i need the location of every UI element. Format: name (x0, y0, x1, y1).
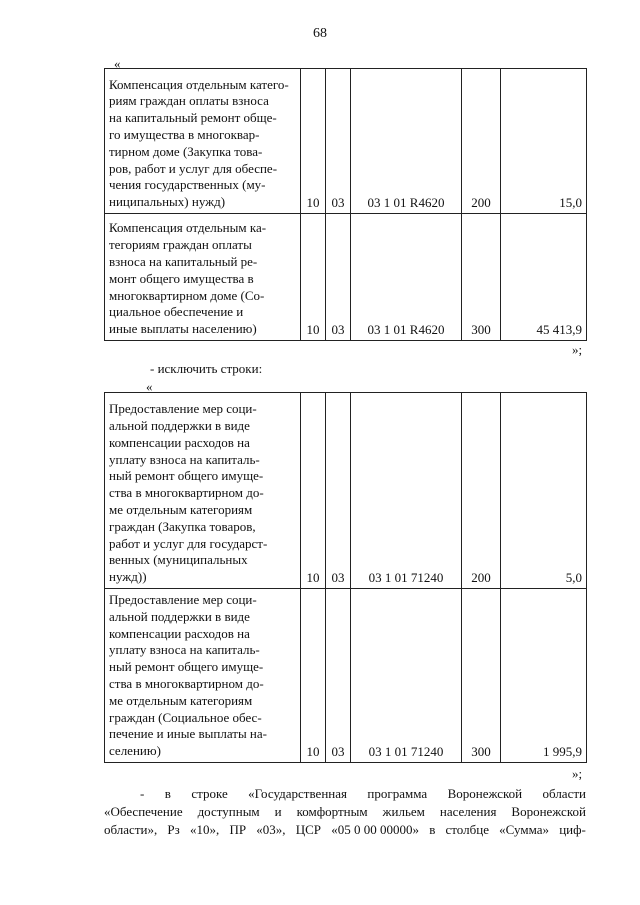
subsection-code: 03 (326, 589, 351, 763)
section-code: 10 (301, 69, 326, 214)
name-line: уплату взноса на капиталь- (109, 642, 260, 658)
name-line: ный ремонт общего имуще- (109, 468, 264, 484)
word: области (542, 786, 586, 801)
open-quote: « (114, 56, 121, 71)
name-line: альной поддержки в виде (109, 608, 250, 624)
expense-type-code: 200 (462, 393, 501, 589)
name-line: многоквартирном доме (Со- (109, 287, 265, 303)
target-article-code: 03 1 01 R4620 (351, 214, 462, 341)
name-line: уплату взноса на капиталь- (109, 451, 260, 467)
paragraph-line (104, 821, 586, 839)
name-line: нужд)) (109, 569, 147, 585)
name-line: работ и услуг для государст- (109, 535, 268, 551)
name-line: ства в многоквартирном до- (109, 676, 264, 692)
word: «Обеспечение (104, 804, 183, 819)
name-line: Предоставление мер соци- (109, 592, 257, 608)
name-line: Компенсация отдельным ка- (109, 220, 267, 236)
name-line: граждан (Закупка товаров, (109, 518, 256, 534)
word: ЦСР (295, 822, 322, 837)
name-line: ный ремонт общего имуще- (109, 659, 264, 675)
amount: 5,0 (501, 393, 587, 589)
word: Рз (167, 822, 180, 837)
amount: 15,0 (501, 69, 587, 214)
word: «03», (256, 822, 286, 837)
section-code: 10 (301, 214, 326, 341)
amount: 1 995,9 (501, 589, 587, 763)
table-row (105, 589, 587, 763)
expense-type-code: 300 (462, 214, 501, 341)
budget-table-replacement (104, 68, 587, 341)
name-line: граждан (Социальное обес- (109, 709, 262, 725)
word: ПР (229, 822, 247, 837)
word: жильем (382, 804, 425, 819)
word: столбце (445, 822, 489, 837)
expense-item-name (105, 214, 301, 341)
word: «Государственная (248, 786, 347, 801)
budget-table-excluded (104, 392, 587, 763)
name-line: иные выплаты населению) (109, 321, 257, 337)
amendment-paragraph (104, 785, 586, 839)
word: области», (104, 822, 158, 837)
word: «Сумма» (499, 822, 549, 837)
expense-item-name (105, 393, 301, 589)
close-quote: »; (572, 342, 583, 357)
section-code: 10 (301, 589, 326, 763)
name-line: печение и иные выплаты на- (109, 726, 267, 742)
target-article-code: 03 1 01 71240 (351, 589, 462, 763)
word: циф- (559, 822, 586, 837)
subsection-code: 03 (326, 69, 351, 214)
target-article-code: 03 1 01 R4620 (351, 69, 462, 214)
name-line: риям граждан оплаты взноса (109, 93, 269, 109)
subsection-code: 03 (326, 214, 351, 341)
name-line: ме отдельным категориям (109, 502, 253, 518)
name-line: на капитальный ремонт обще- (109, 110, 277, 126)
word: «10», (190, 822, 220, 837)
name-line: альной поддержки в виде (109, 418, 250, 434)
word: «05 0 00 00000» (331, 822, 419, 837)
name-line: взноса на капитальный ре- (109, 254, 258, 270)
table-row (105, 393, 587, 589)
close-quote: »; (572, 766, 583, 781)
word: строке (191, 786, 228, 801)
word: доступным (197, 804, 260, 819)
name-line: Предоставление мер соци- (109, 401, 257, 417)
target-article-code: 03 1 01 71240 (351, 393, 462, 589)
expense-item-name (105, 589, 301, 763)
amount: 45 413,9 (501, 214, 587, 341)
name-line: ства в многоквартирном до- (109, 485, 264, 501)
exclude-rows-instruction: - исключить строки: (150, 361, 263, 376)
section-code: 10 (301, 393, 326, 589)
name-line: циальное обеспечение и (109, 304, 244, 320)
name-line: монт общего имущества в (109, 270, 254, 286)
word: программа (367, 786, 428, 801)
table-row (105, 214, 587, 341)
page-number: 68 (313, 26, 327, 41)
name-line: Компенсация отдельным катего- (109, 76, 289, 92)
word: комфортным (296, 804, 368, 819)
name-line: компенсации расходов на (109, 625, 250, 641)
name-line: венных (муниципальных (109, 552, 248, 568)
name-line: ме отдельным категориям (109, 692, 253, 708)
paragraph-line (104, 803, 586, 821)
word: - (140, 786, 145, 801)
paragraph-line (104, 785, 586, 803)
word: Воронежской (511, 804, 586, 819)
name-line: селению) (109, 743, 161, 759)
word: населения (439, 804, 497, 819)
name-line: го имущества в многоквар- (109, 127, 260, 143)
subsection-code: 03 (326, 393, 351, 589)
word: в (164, 786, 171, 801)
name-line: компенсации расходов на (109, 434, 250, 450)
word: Воронежской (447, 786, 523, 801)
word: в (429, 822, 436, 837)
table-row (105, 69, 587, 214)
open-quote: « (146, 379, 153, 394)
name-line: тирном доме (Закупка това- (109, 143, 263, 159)
expense-type-code: 300 (462, 589, 501, 763)
word: и (274, 804, 282, 819)
expense-type-code: 200 (462, 69, 501, 214)
name-line: ров, работ и услуг для обеспе- (109, 160, 278, 176)
name-line: чения государственных (му- (109, 177, 266, 193)
expense-item-name (105, 69, 301, 214)
name-line: тегориям граждан оплаты (109, 237, 252, 253)
name-line: ниципальных) нужд) (109, 194, 226, 210)
